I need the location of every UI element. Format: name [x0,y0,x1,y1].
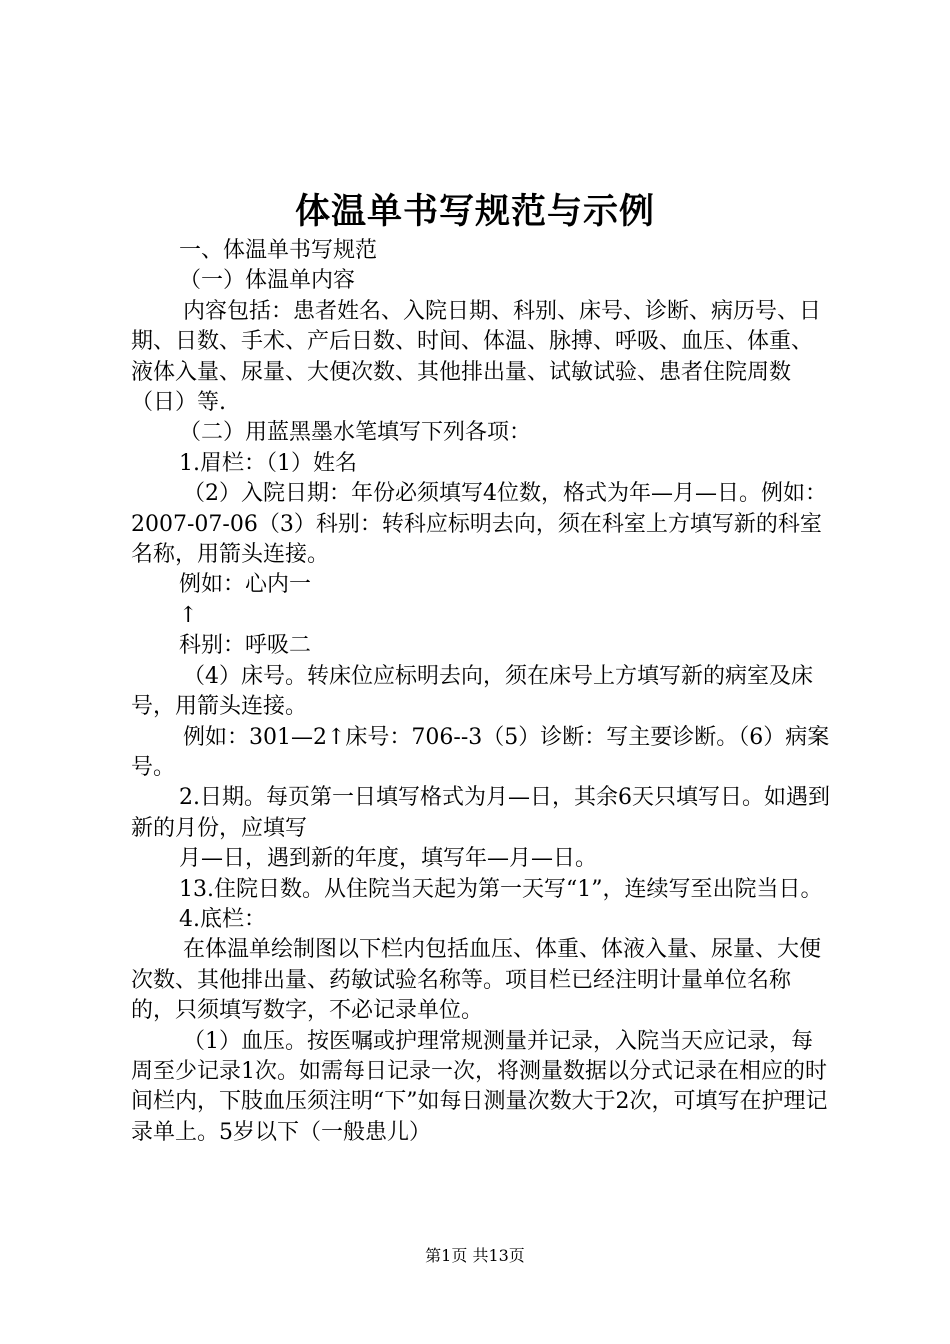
paragraph: 2.日期。每页第一日填写格式为月—日，其余6天只填写日。如遇到新的月份，应填写 [131,785,830,841]
paragraph: 1.眉栏：（1）姓名 [179,450,357,476]
paragraph: 4.底栏： [179,906,266,932]
paragraph: 在体温单绘制图以下栏内包括血压、体重、体液入量、尿量、大便次数、其他排出量、药敏试验名称等。项目栏已经注明计量单位名称的，只须填写数字，不必记录单位。 [131,937,822,1024]
subsection-heading: （二）用蓝黑墨水笔填写下列各项： [179,420,532,446]
document-title: 体温单书写规范与示例 [294,191,655,232]
paragraph: 科别：呼吸二 [179,633,312,659]
paragraph: 内容包括：患者姓名、入院日期、科别、床号、诊断、病历号、日期、日数、手术、产后日数、时间、体温、脉搏、呼吸、血压、体重、液体入量、尿量、大便次数、其他排出量、试敏试验、患者住院周数（日）等. [131,298,822,416]
paragraph: 例如：301—2↑床号：706--3（5）诊断：写主要诊断。（6）病案号。 [131,724,830,780]
paragraph: 月—日，遇到新的年度，填写年—月—日。 [179,846,598,872]
subsection-heading: （一）体温单内容 [179,268,356,294]
paragraph: （4）床号。转床位应标明去向，须在床号上方填写新的病室及床号，用箭头连接。 [131,663,813,720]
paragraph: 例如：心内一 [179,572,312,598]
paragraph: （1）血压。按医嘱或护理常规测量并记录，入院当天应记录，每周至少记录1次。如需每日记录一次，将测量数据以分式记录在相应的时间栏内，下肢血压须注明“下”如每日测量次数大于2次，可填写在护理记录单上。5岁以下（一般患儿） [131,1028,828,1145]
section-heading: 一、体温单书写规范 [179,238,378,263]
paragraph: 13.住院日数。从住院当天起为第一天写“1”，连续写至出院当日。 [179,876,823,902]
arrow-line: ↑ [179,602,198,628]
page-footer: 第1页 共13页 [425,1246,525,1265]
document-body [131,236,831,1148]
paragraph: （2）入院日期：年份必须填写4位数，格式为年—月—日。例如：2007-07-06（3）科别：转科应标明去向，须在科室上方填写新的科室名称，用箭头连接。 [131,481,827,568]
